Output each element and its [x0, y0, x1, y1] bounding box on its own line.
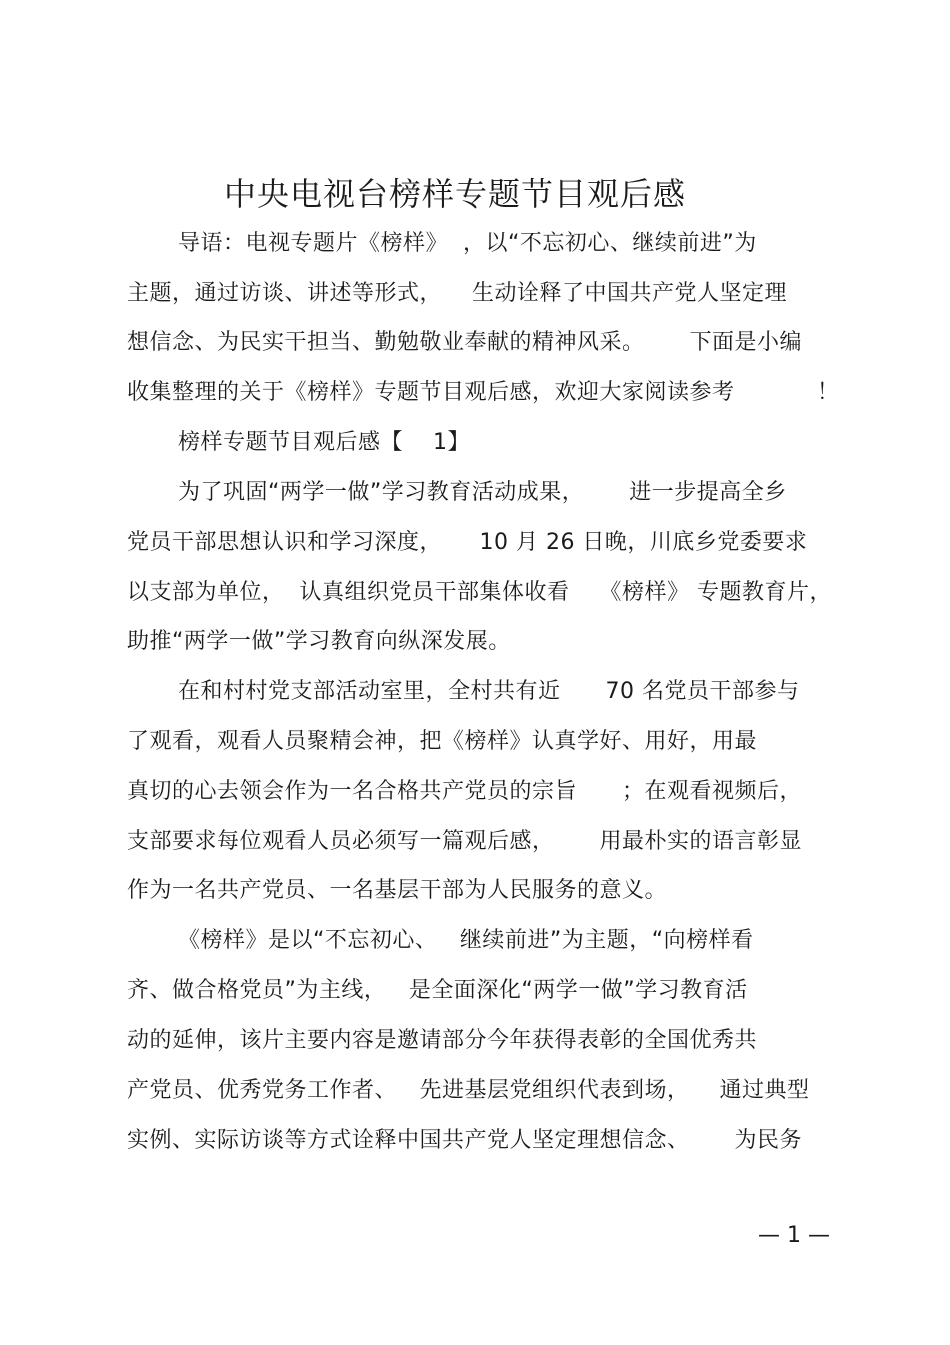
- paragraph-line: 想信念、为民实干担当、勤勉敬业奉献的精神风采。 下面是小编: [127, 330, 802, 355]
- paragraph-line: 作为一名共产党员、一名基层干部为人民服务的意义。: [127, 878, 668, 903]
- paragraph-line: 动的延伸，该片主要内容是邀请部分今年获得表彰的全国优秀共: [127, 1028, 758, 1053]
- paragraph-line: 产党员、优秀党务工作者、 先进基层党组织代表到场， 通过典型: [127, 1078, 810, 1103]
- paragraph-line: 为了巩固“两学一做”学习教育活动成果， 进一步提高全乡: [178, 480, 787, 505]
- paragraph-line: 真切的心去领会作为一名合格共产党员的宗旨 ；在观看视频后，: [127, 779, 802, 804]
- paragraph-line: 支部要求每位观看人员必须写一篇观后感， 用最朴实的语言彰显: [127, 829, 802, 854]
- paragraph-line: 主题，通过访谈、讲述等形式， 生动诠释了中国共产党人坚定理: [127, 281, 787, 306]
- paragraph-line: 了观看，观看人员聚精会神，把《榜样》认真学好、用好，用最: [127, 729, 758, 754]
- page-number: — 1 —: [758, 1223, 830, 1248]
- paragraph-line: 助推“两学一做”学习教育向纵深发展。: [127, 629, 511, 654]
- paragraph-line: 齐、做合格党员”为主线， 是全面深化“两学一做”学习教育活: [127, 978, 748, 1003]
- paragraph-line: 《榜样》是以“不忘初心、 继续前进”为主题，“向榜样看: [178, 928, 754, 953]
- paragraph-line: 收集整理的关于《榜样》专题节目观后感，欢迎大家阅读参考 ！: [127, 380, 840, 405]
- section-heading: 榜样专题节目观后感【 1】: [178, 430, 470, 455]
- paragraph-line: 党员干部思想认识和学习深度， 10 月 26 日晚，川底乡党委要求: [127, 530, 808, 555]
- paragraph-line: 实例、实际访谈等方式诠释中国共产党人坚定理想信念、 为民务: [127, 1128, 802, 1153]
- paragraph-line: 以支部为单位， 认真组织党员干部集体收看 《榜样》 专题教育片，: [127, 580, 832, 605]
- paragraph-line: 在和村村党支部活动室里，全村共有近 70 名党员干部参与: [178, 679, 800, 704]
- document-title: 中央电视台榜样专题节目观后感: [223, 175, 686, 213]
- paragraph-line: 导语：电视专题片《榜样》 ，以“不忘初心、继续前进”为: [178, 231, 757, 256]
